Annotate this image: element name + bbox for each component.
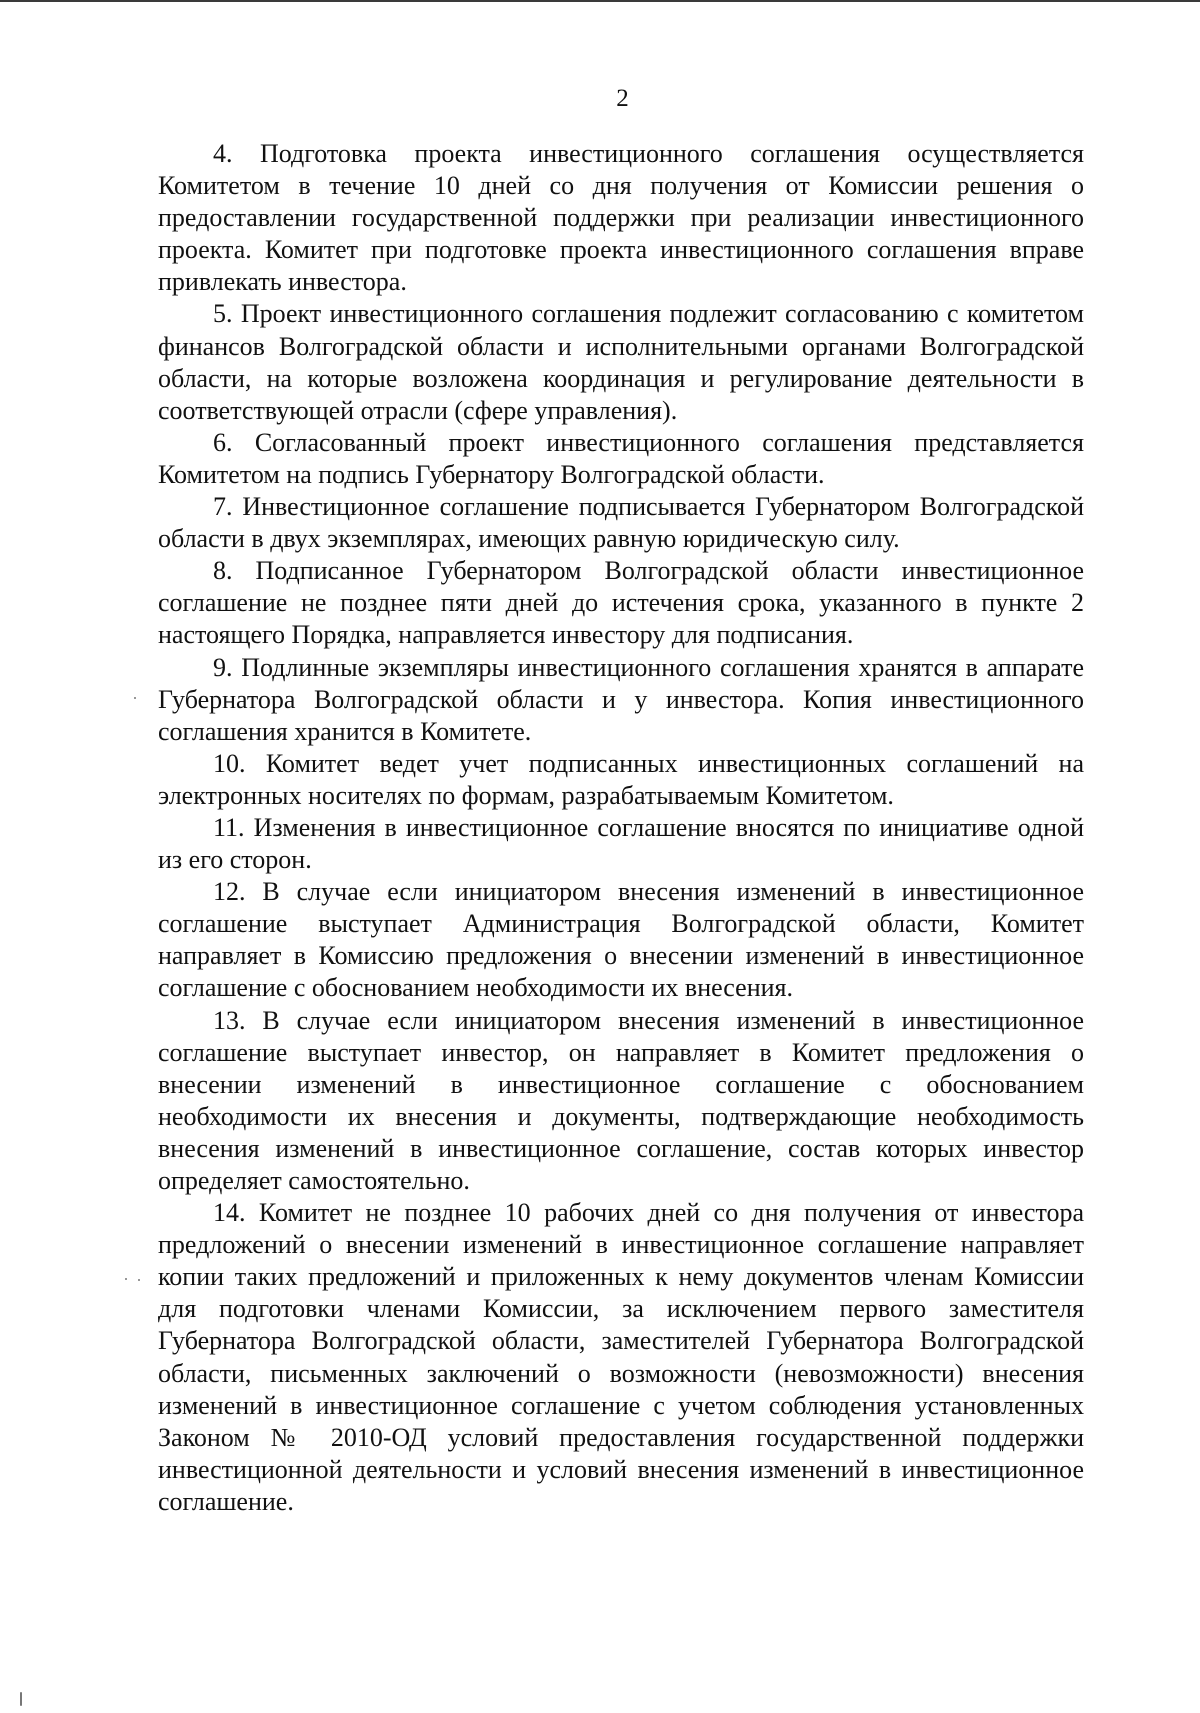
paragraph-6: 6. Согласованный проект инвестиционного соглашения представляется Комитетом на подпись Губернатору Волгоградской области. (158, 427, 1084, 489)
scan-speck (138, 1279, 140, 1281)
paragraph-7: 7. Инвестиционное соглашение подписывается Губернатором Волгоградской области в двух экземплярах, имеющих равную юридическую силу. (158, 492, 1084, 554)
paragraph-8: 8. Подписанное Губернатором Волгоградской области инвестиционное соглашение не позднее пяти дней до истечения срока, указанного в пункте 2 настоящего Порядка, направляется инвестору для подписания. (158, 556, 1084, 650)
scan-speck (20, 1692, 22, 1706)
paragraph-4: 4. Подготовка проекта инвестиционного соглашения осуществляется Комитетом в течение 10 дней со дня получения от Комиссии решения о предоставлении государственной поддержки при реализации инвестиционного проекта. Комитет при подготовке проекта инвестиционного соглашения вправе привлекать инвестора. (158, 139, 1084, 297)
page-number: 2 (616, 85, 629, 112)
paragraph-9: 9. Подлинные экземпляры инвестиционного соглашения хранятся в аппарате Губернатора Волгоградской области и у инвестора. Копия инвестиционного соглашения хранится в Комитете. (158, 652, 1084, 746)
document-body (158, 138, 1084, 1518)
scan-speck (134, 697, 136, 699)
paragraph-14: 14. Комитет не позднее 10 рабочих дней со дня получения от инвестора предложений о внесении изменений в инвестиционное соглашение направляет копии таких предложений и приложенных к нему документов членам Комиссии для подготовки членами Комиссии, за исключением первого заместителя Губернатора Волгоградской области, заместителей Губернатора Волгоградской области, письменных заключений о возможности (невозможности) внесения изменений в инвестиционное соглашение с учетом соблюдения установленных Законом № 2010-ОД условий предоставления государственной поддержки инвестиционной деятельности и условий внесения изменений в инвестиционное соглашение. (158, 1198, 1084, 1516)
paragraph-11: 11. Изменения в инвестиционное соглашение вносятся по инициативе одной из его сторон. (158, 812, 1084, 875)
scan-top-edge (0, 0, 1200, 2)
paragraph-12: 12. В случае если инициатором внесения изменений в инвестиционное соглашение выступает Администрация Волгоградской области, Комитет направляет в Комиссию предложения о внесении изменений в инвестиционное соглашение с обоснованием необходимости их внесения. (158, 877, 1084, 1003)
scan-speck (125, 1278, 127, 1280)
paragraph-5: 5. Проект инвестиционного соглашения подлежит согласованию с комитетом финансов Волгоградской области и исполнительными органами Волгоградской области, на которые возложена координация и регулирование деятельности в соответствующей отрасли (сфере управления). (158, 299, 1084, 425)
paragraph-13: 13. В случае если инициатором внесения изменений в инвестиционное соглашение выступает инвестор, он направляет в Комитет предложения о внесении изменений в инвестиционное соглашение с обоснованием необходимости их внесения и документы, подтверждающие необходимость внесения изменений в инвестиционное соглашение, состав которых инвестор определяет самостоятельно. (158, 1005, 1084, 1195)
paragraph-10: 10. Комитет ведет учет подписанных инвестиционных соглашений на электронных носителях по формам, разрабатываемым Комитетом. (158, 748, 1084, 810)
